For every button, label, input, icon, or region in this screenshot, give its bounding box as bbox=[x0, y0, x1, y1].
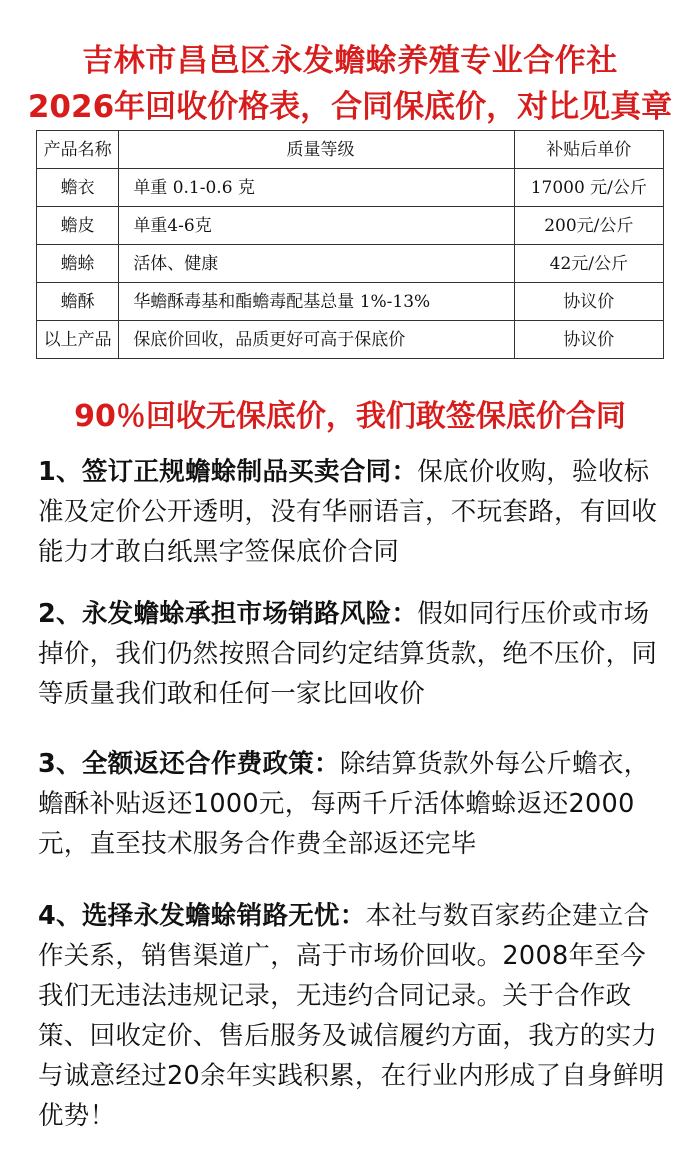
table-row bbox=[37, 245, 664, 283]
point-heading: 1、签订正规蟾蜍制品买卖合同： bbox=[38, 457, 418, 487]
point-market-risk bbox=[38, 594, 668, 714]
point-body: 除结算货款外每公斤蟾衣，蟾酥补贴返还1000元，每两千斤活体蟾蜍返还2000元，直至技术服务合作费全部返还完毕 bbox=[38, 749, 650, 859]
point-body: 假如同行压价或市场掉价，我们仍然按照合同约定结算货款，绝不压价，同等质量我们敢和任何一家比回收价 bbox=[38, 599, 658, 709]
point-body: 保底价收购，验收标准及定价公开透明，没有华丽语言，不玩套路，有回收能力才敢白纸黑字签保底价合同 bbox=[38, 457, 658, 567]
cell-price: 42元/公斤 bbox=[514, 245, 663, 283]
table-row bbox=[37, 283, 664, 321]
cell-grade: 华蟾酥毒基和酯蟾毒配基总量 1%-13% bbox=[119, 283, 514, 321]
point-contract bbox=[38, 452, 668, 572]
guarantee-slogan: 90％回收无保底价，我们敢签保底价合同 bbox=[74, 399, 626, 434]
cell-product: 蟾皮 bbox=[37, 207, 119, 245]
point-sales-channel bbox=[38, 896, 668, 1136]
cell-grade: 活体、健康 bbox=[119, 245, 514, 283]
cell-product: 以上产品 bbox=[37, 321, 119, 359]
cell-grade: 单重 0.1-0.6 克 bbox=[119, 169, 514, 207]
header-product-name: 产品名称 bbox=[37, 131, 119, 169]
point-heading: 2、永发蟾蜍承担市场销路风险： bbox=[38, 599, 418, 629]
page-title: 吉林市昌邑区永发蟾蜍养殖专业合作社 bbox=[82, 43, 618, 79]
cell-grade: 保底价回收，品质更好可高于保底价 bbox=[119, 321, 514, 359]
cell-price: 协议价 bbox=[514, 321, 663, 359]
cell-price: 17000 元/公斤 bbox=[514, 169, 663, 207]
cell-grade: 单重4-6克 bbox=[119, 207, 514, 245]
cell-product: 蟾衣 bbox=[37, 169, 119, 207]
cell-price: 协议价 bbox=[514, 283, 663, 321]
cell-product: 蟾蜍 bbox=[37, 245, 119, 283]
price-table bbox=[36, 130, 664, 359]
point-refund-policy bbox=[38, 744, 668, 864]
header-unit-price: 补贴后单价 bbox=[514, 131, 663, 169]
table-header-row bbox=[37, 131, 664, 169]
header-quality-grade: 质量等级 bbox=[119, 131, 514, 169]
cell-product: 蟾酥 bbox=[37, 283, 119, 321]
cell-price: 200元/公斤 bbox=[514, 207, 663, 245]
point-heading: 4、选择永发蟾蜍销路无忧： bbox=[38, 901, 366, 931]
point-body: 本社与数百家药企建立合作关系，销售渠道广，高于市场价回收。2008年至今我们无违法违规记录，无违约合同记录。关于合作政策、回收定价、售后服务及诚信履约方面，我方的实力与诚意经过20余年实践积累，在行业内形成了自身鲜明优势！ bbox=[38, 901, 665, 1131]
table-row bbox=[37, 169, 664, 207]
table-row bbox=[37, 321, 664, 359]
point-heading: 3、全额返还合作费政策： bbox=[38, 749, 340, 779]
table-row bbox=[37, 207, 664, 245]
page-subtitle: 2026年回收价格表，合同保底价，对比见真章 bbox=[27, 89, 673, 125]
